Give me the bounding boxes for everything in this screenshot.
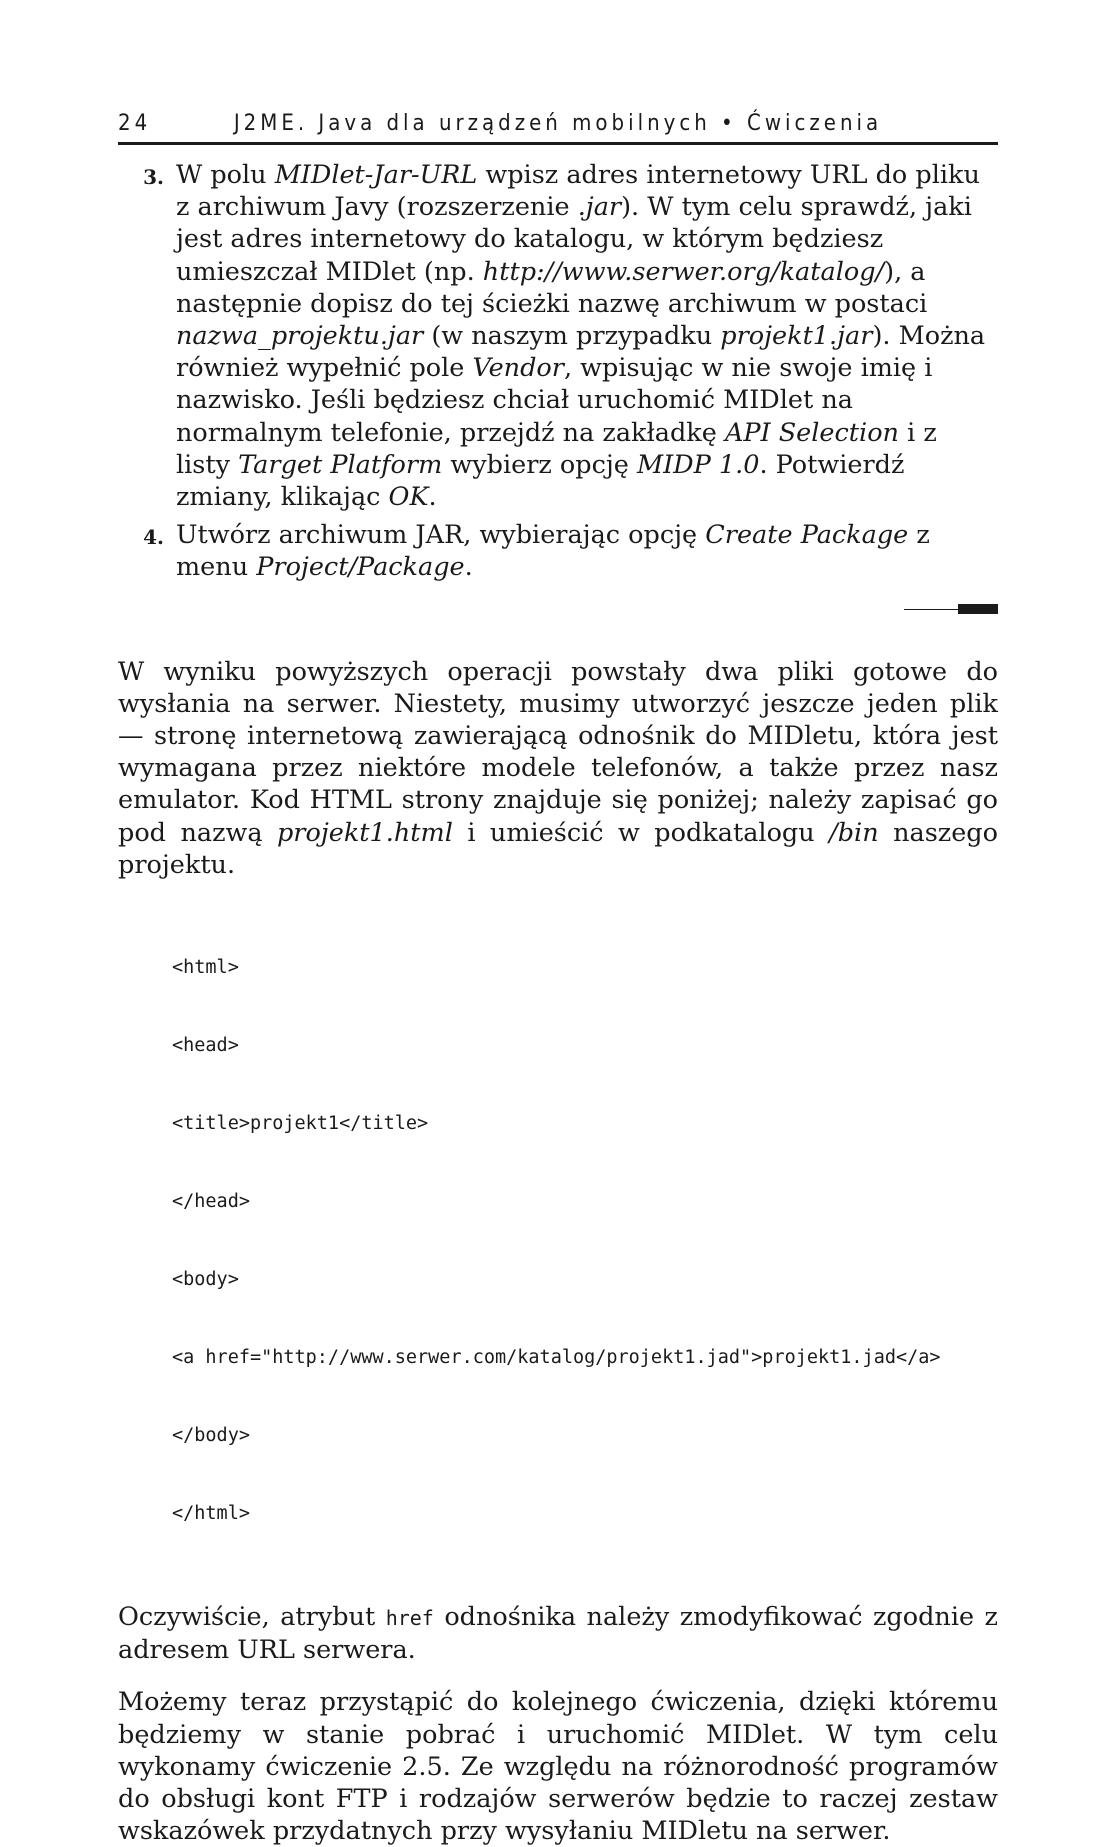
text-run: ). Można również wypełnić pole xyxy=(176,321,986,384)
emphasis-text: projekt1.html xyxy=(276,817,453,848)
running-header xyxy=(118,96,998,145)
book-title: J2ME. Java dla urządzeń mobilnych • Ćwiczenia xyxy=(233,111,883,136)
text-run: W wyniku powyższych operacji powstały dwa pliki gotowe do wysłania na serwer. Niestety, musimy utworzyć jeszcze jeden plik — stronę internetową zawierającą odnośnik do MIDletu, która jest wymagana przez niektóre modele telefonów, a także przez nasz emulator. Kod HTML strony znajduje się poniżej; należy zapisać go pod nazwą xyxy=(118,656,998,848)
step-number: 4. xyxy=(143,525,164,550)
step-item xyxy=(118,159,998,513)
body-paragraph xyxy=(118,1686,998,1847)
text-run: W polu xyxy=(176,160,275,190)
emphasis-text: nazwa_projektu.jar xyxy=(176,321,424,352)
inline-code: href xyxy=(385,1606,434,1631)
text-run: . xyxy=(428,482,437,513)
text-run: Możemy teraz przystąpić do kolejnego ćwiczenia, dzięki któremu będziemy w stanie pobrać i uruchomić MIDlet. W tym celu wykonamy ćwiczenie 2.5. Ze względu na różnorodność programów do obsługi kont FTP i rodzajów serwerów będzie to raczej zestaw wskazówek przydatnych przy wysyłaniu MIDletu na serwer. xyxy=(118,1687,998,1847)
text-run: odnośnika należy zmodyfikować zgodnie z adresem URL serwera. xyxy=(118,1602,998,1666)
code-line: </head> xyxy=(172,1191,250,1213)
emphasis-text: MIDP 1.0 xyxy=(636,449,760,480)
code-listing xyxy=(172,903,998,1579)
text-run: ). W tym celu sprawdź, jaki jest adres internetowy do katalogu, w którym będziesz umieszczał MIDlet (np. xyxy=(176,192,972,287)
text-run: . xyxy=(464,552,473,583)
emphasis-text: Vendor xyxy=(472,353,564,384)
end-mark-block xyxy=(958,604,998,614)
code-line: </html> xyxy=(172,1503,250,1525)
text-run: z menu xyxy=(176,520,930,583)
text-run: , wpisując w nie swoje imię i nazwisko. Jeśli będziesz chciał uruchomić MIDlet na normalnym telefonie, przejdź na zakładkę xyxy=(176,353,933,448)
text-run: naszego projektu. xyxy=(118,817,998,880)
exercise-end-mark xyxy=(118,584,998,634)
body-paragraph xyxy=(118,656,998,881)
page-number: 24 xyxy=(118,111,152,136)
text-run: wybierz opcję xyxy=(442,449,637,480)
step-text xyxy=(176,159,998,513)
text-run: i umieścić w podkatalogu xyxy=(452,817,830,848)
end-mark-line xyxy=(904,609,960,610)
step-number: 3. xyxy=(143,165,164,189)
text-run: ), a następnie dopisz do tej ścieżki nazwę archiwum w postaci xyxy=(176,256,928,319)
emphasis-text: API Selection xyxy=(724,417,899,448)
text-run: Utwórz archiwum JAR, wybierając opcję xyxy=(176,520,706,551)
text-run: Oczywiście, atrybut xyxy=(118,1602,386,1633)
code-line: <body> xyxy=(172,1269,239,1291)
code-line: <title>projekt1</title> xyxy=(172,1113,429,1135)
step-list xyxy=(118,159,998,584)
book-page xyxy=(118,96,998,1847)
emphasis-text: Project/Package xyxy=(256,552,465,583)
emphasis-text: .jar xyxy=(577,192,622,223)
emphasis-text: OK xyxy=(388,482,429,513)
emphasis-text: MIDlet-Jar-URL xyxy=(274,160,478,190)
code-line: <head> xyxy=(172,1035,239,1057)
text-run: wpisz adres internetowy URL do pliku z archiwum Javy (rozszerzenie xyxy=(176,160,980,223)
emphasis-text: Target Platform xyxy=(238,449,443,480)
body-paragraph xyxy=(118,1601,998,1666)
code-line: </body> xyxy=(172,1425,250,1447)
emphasis-text: http://www.serwer.org/katalog/ xyxy=(482,256,885,287)
step-text xyxy=(176,519,998,583)
text-run: i z listy xyxy=(176,417,937,480)
emphasis-text: /bin xyxy=(829,817,879,848)
code-line: <a href="http://www.serwer.com/katalog/projekt1.jad">projekt1.jad</a> xyxy=(172,1347,941,1369)
text-run: . Potwierdź zmiany, klikając xyxy=(176,449,905,513)
text-run: (w naszym przypadku xyxy=(423,321,721,352)
step-item xyxy=(118,519,998,583)
emphasis-text: projekt1.jar xyxy=(720,321,873,352)
code-line: <html> xyxy=(172,957,239,979)
emphasis-text: Create Package xyxy=(705,520,909,551)
